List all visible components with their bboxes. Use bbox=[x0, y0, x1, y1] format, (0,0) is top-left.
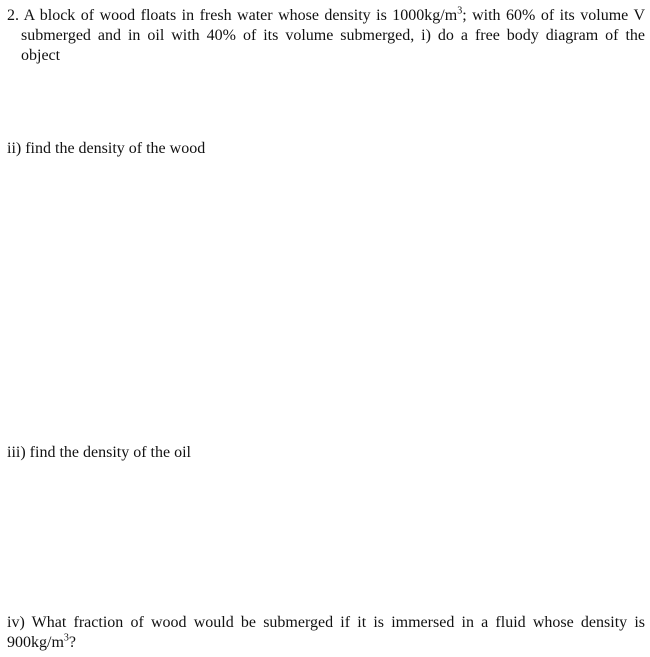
question-2-line-3: object bbox=[21, 47, 61, 64]
superscript: 3 bbox=[457, 5, 463, 17]
question-2-text bbox=[7, 6, 645, 66]
question-iv-line-2-cont: ? bbox=[68, 634, 76, 651]
question-iv-line-2 bbox=[7, 633, 645, 653]
question-2-line-1-cont: ; with 60% of its volume V bbox=[462, 7, 646, 24]
question-ii-text: ii) find the density of the wood bbox=[7, 140, 206, 157]
question-iv-line-1: iv) What fraction of wood would be submerged if it is immersed in a fluid whose density is bbox=[7, 614, 645, 631]
question-iv-text bbox=[7, 613, 645, 653]
superscript: 3 bbox=[63, 632, 69, 644]
question-2-line-2: submerged and in oil with 40% of its volume submerged, i) do a free body diagram of the bbox=[21, 27, 645, 44]
question-iv-line-2-text: 900kg/m bbox=[7, 634, 64, 651]
question-2-line-1-text: 2. A block of wood floats in fresh water whose density is 1000kg/m bbox=[7, 7, 458, 24]
question-2-line-1 bbox=[7, 6, 645, 26]
question-iii-text: iii) find the density of the oil bbox=[7, 444, 191, 461]
